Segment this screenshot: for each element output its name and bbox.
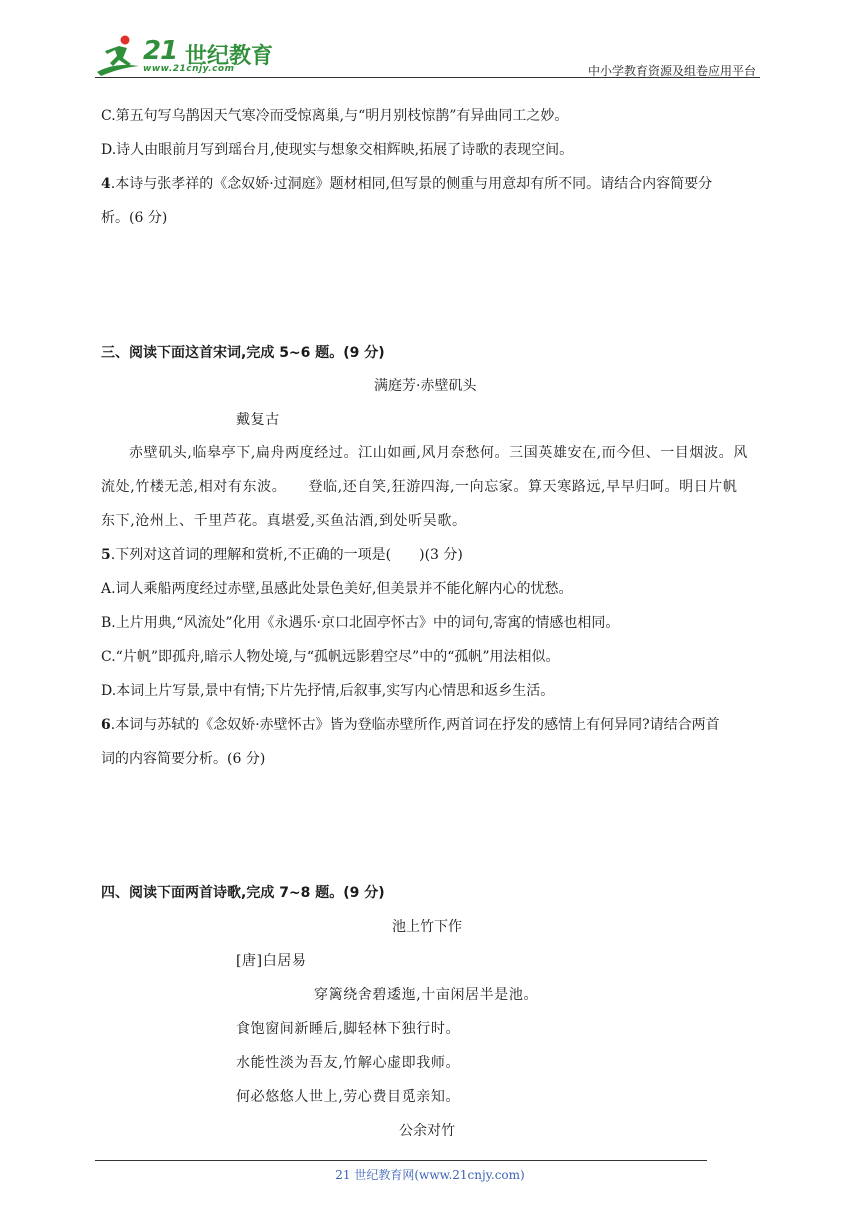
question-4-cont: 析。(6 分) [101, 210, 168, 226]
section-4-heading: 四、阅读下面两首诗歌,完成 7~8 题。(9 分) [101, 885, 385, 901]
question-5 [101, 546, 463, 564]
poem-title-4a: 池上竹下作 [392, 919, 462, 935]
question-4-number: 4 [101, 176, 111, 192]
question-6-number: 6 [101, 717, 111, 733]
question-4 [101, 175, 712, 193]
platform-name: 中小学教育资源及组卷应用平台 [587, 64, 756, 78]
option-d: D.本词上片写景,景中有情;下片先抒情,后叙事,实写内心情思和返乡生活。 [101, 683, 555, 699]
logo-url: www.21cnjy.com [143, 64, 235, 74]
poem-line: 穿篱绕舍碧逶迤,十亩闲居半是池。 [314, 987, 539, 1003]
question-6-text: .本词与苏轼的《念奴娇·赤壁怀古》皆为登临赤壁所作,两首词在抒发的感情上有何异同?请结合两首 [110, 717, 720, 733]
footer-divider [95, 1160, 707, 1161]
question-5-number: 5 [101, 547, 111, 563]
logo-text: 世纪教育 [185, 44, 274, 69]
poem-title-4b: 公余对竹 [399, 1123, 455, 1139]
runner-logo-icon [95, 32, 143, 78]
question-6-cont: 词的内容简要分析。(6 分) [101, 751, 266, 767]
poem-line: 何必悠悠人世上,劳心费目觅亲知。 [236, 1089, 461, 1105]
section-3-heading: 三、阅读下面这首宋词,完成 5~6 题。(9 分) [101, 345, 385, 361]
site-logo [95, 30, 295, 80]
poem-line: 东下,沧州上、千里芦花。真堪爱,买鱼沽酒,到处听吴歌。 [101, 513, 467, 529]
option-b: B.上片用典,“风流处”化用《永遇乐·京口北固亭怀古》中的词句,寄寓的情感也相同。 [101, 615, 620, 631]
header-divider [95, 77, 760, 78]
poem-title-3: 满庭芳·赤壁矶头 [374, 378, 477, 394]
question-6 [101, 716, 720, 734]
poem-author-3: 戴复古 [236, 412, 280, 428]
poem-line: 水能性淡为吾友,竹解心虚即我师。 [236, 1055, 461, 1071]
question-4-text: .本诗与张孝祥的《念奴娇·过洞庭》题材相同,但写景的侧重与用意却有所不同。请结合内容简要分 [110, 176, 713, 192]
poem-author-4a: [唐]白居易 [236, 953, 307, 969]
poem-line: 赤壁矶头,临皋亭下,扁舟两度经过。江山如画,风月奈愁何。三国英雄安在,而今但、一目烟波。风 [129, 445, 748, 461]
logo-number: 21 [143, 36, 178, 66]
option-d-prev: D.诗人由眼前月写到瑶台月,使现实与想象交相辉映,拓展了诗歌的表现空间。 [101, 142, 574, 158]
page-header [95, 30, 760, 80]
option-a: A.词人乘船两度经过赤壁,虽感此处景色美好,但美景并不能化解内心的忧愁。 [101, 581, 573, 597]
poem-line: 食饱窗间新睡后,脚轻林下独行时。 [236, 1021, 461, 1037]
option-c-prev: C.第五句写乌鹊因天气寒冷而受惊离巢,与“明月别枝惊鹊”有异曲同工之妙。 [101, 108, 569, 124]
option-c: C.“片帆”即孤舟,暗示人物处境,与“孤帆远影碧空尽”中的“孤帆”用法相似。 [101, 649, 560, 665]
poem-line: 流处,竹楼无恙,相对有东波。 登临,还自笑,狂游四海,一向忘家。算天寒路远,早早归呵。明日片帆 [101, 479, 738, 495]
question-5-text: .下列对这首词的理解和赏析,不正确的一项是( )(3 分) [110, 547, 463, 563]
page-footer: 21 世纪教育网(www.21cnjy.com) [335, 1168, 525, 1182]
